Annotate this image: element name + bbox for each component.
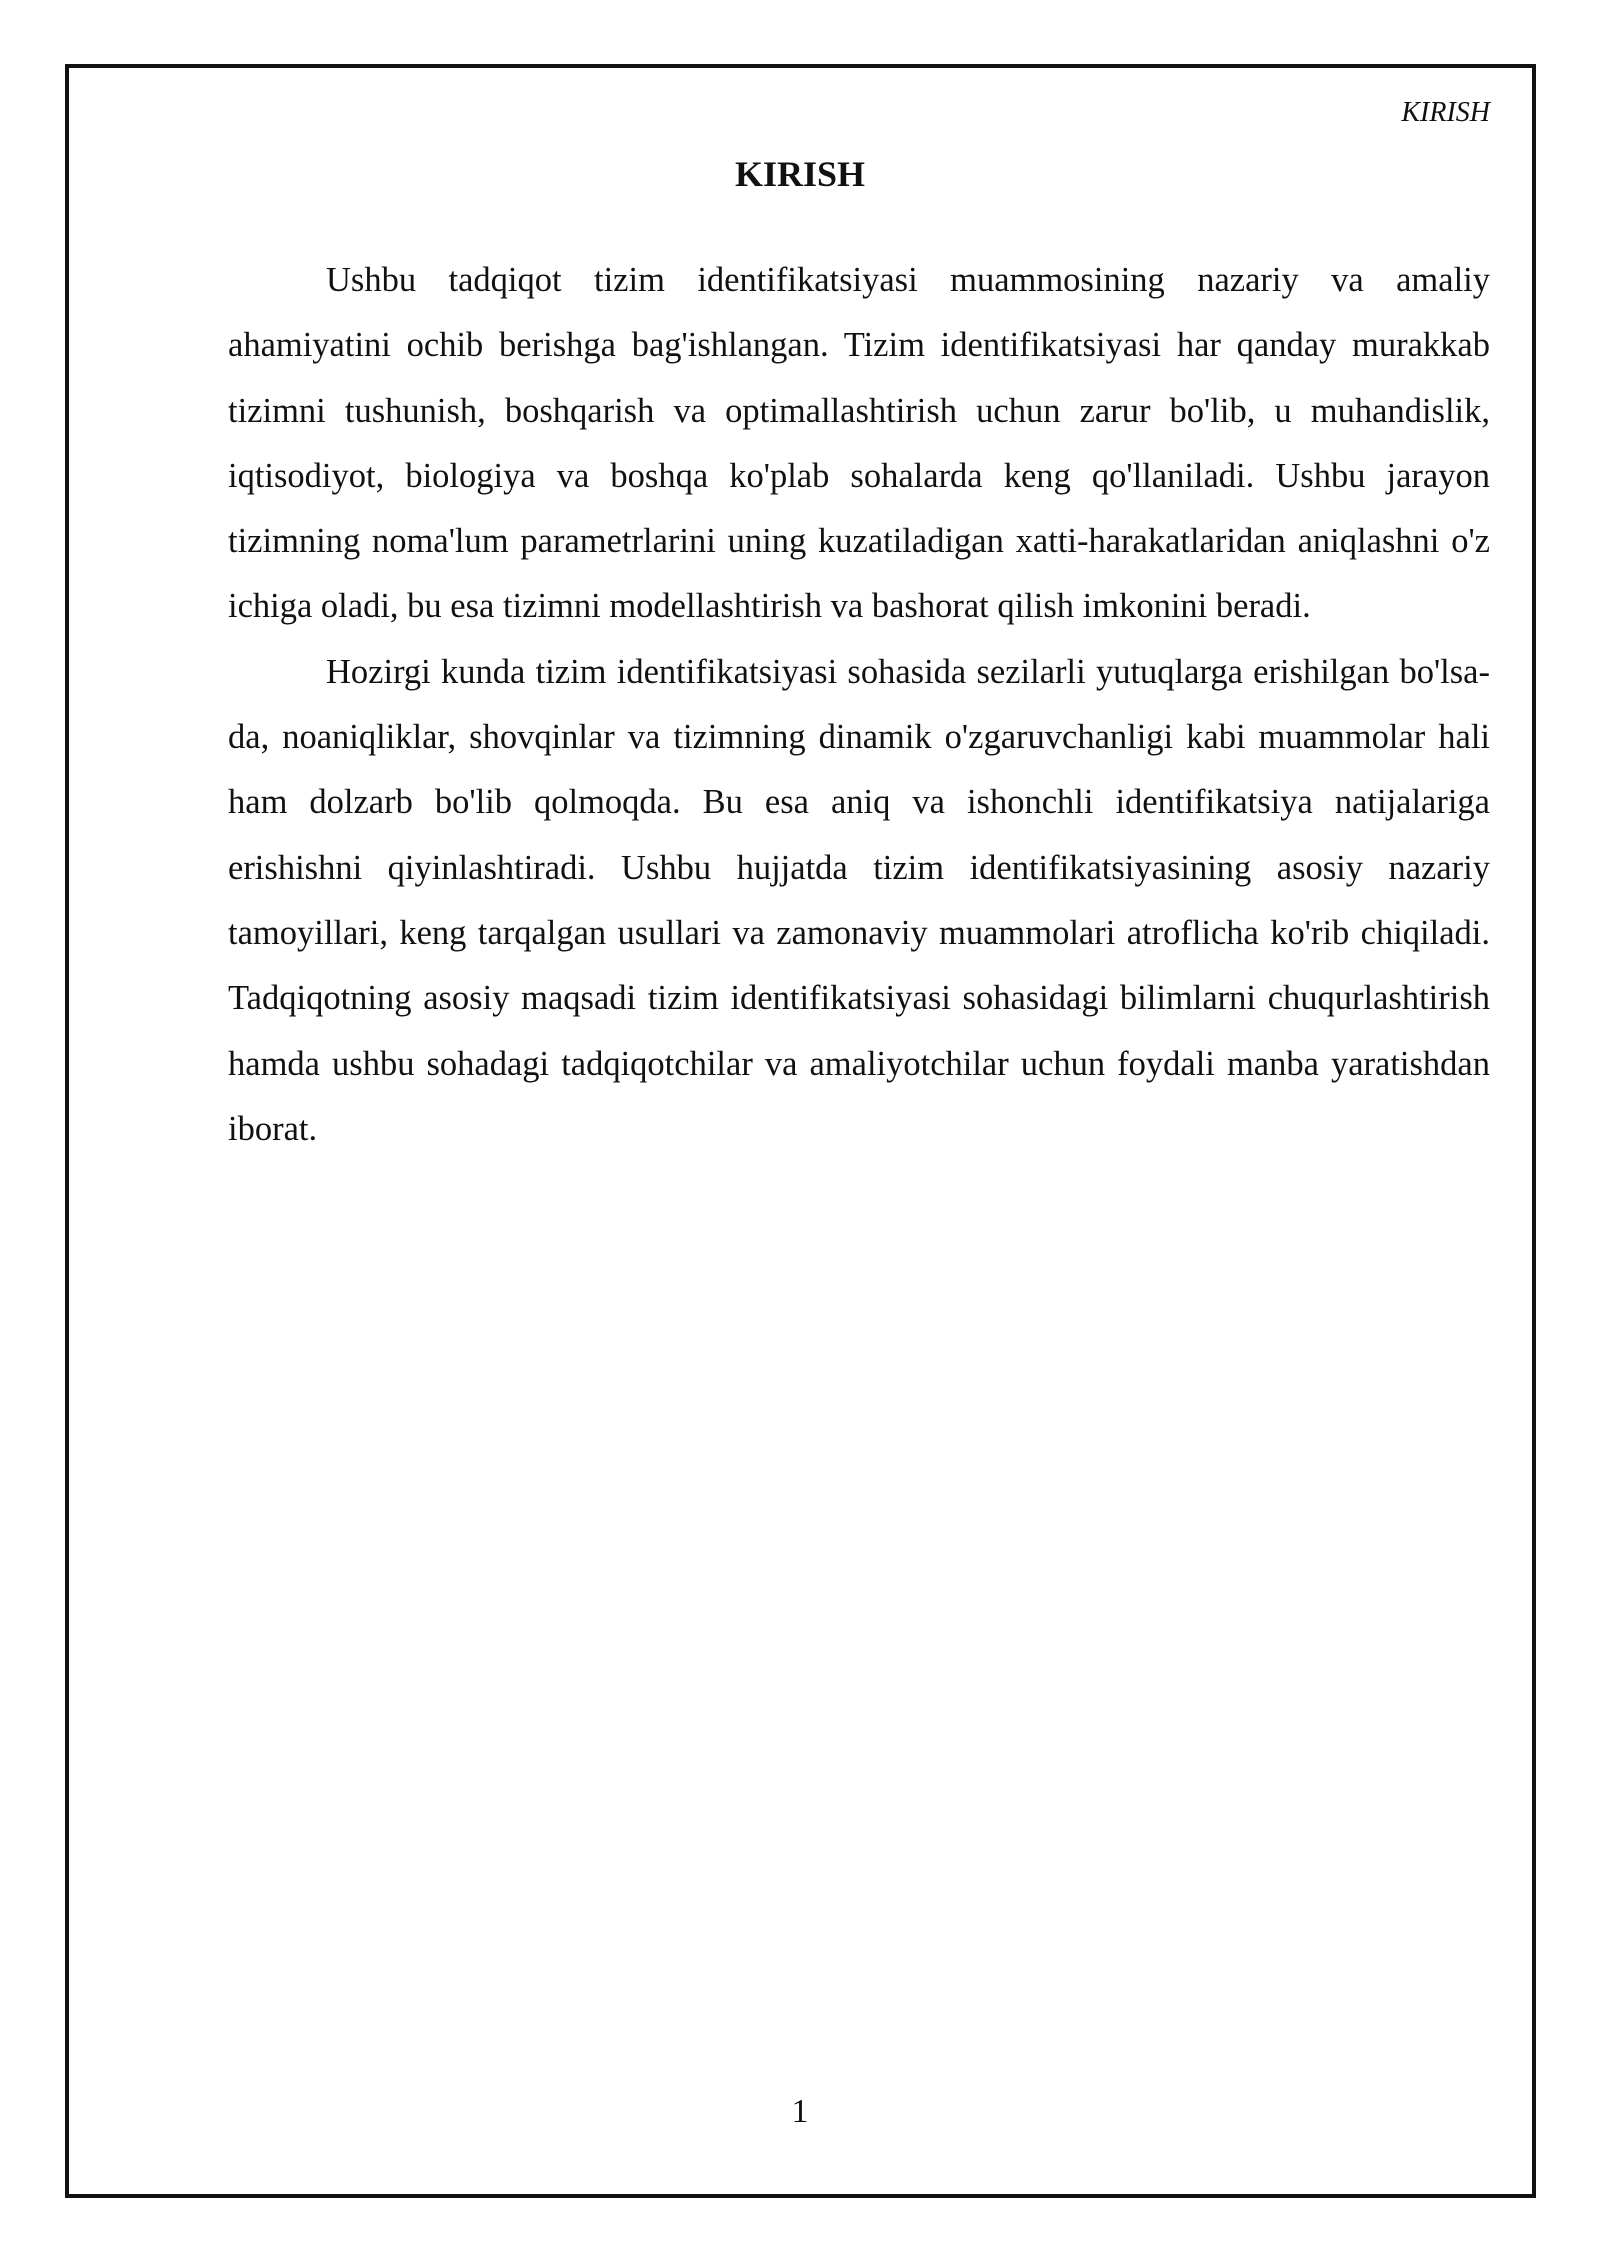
running-header: KIRISH <box>1401 97 1490 128</box>
paragraph-1: Ushbu tadqiqot tizim identifikatsiyasi muammosining nazariy va amaliy ahamiyatini ochib berishga bag'ishlangan. Tizim identifikatsiyasi har qanday murakkab tizimni tushunish, boshqarish va optimallashtirish uchun zarur bo'lib, u muhandislik, iqtisodiyot, biologiya va boshqa ko'plab sohalarda keng qo'llaniladi. Ushbu jarayon tizimning noma'lum parametrlarini uning kuzatiladigan xatti-harakatlaridan aniqlashni o'z ichiga oladi, bu esa tizimni modellashtirish va bashorat qilish imkonini beradi. <box>228 261 1490 626</box>
page-number: 1 <box>791 2093 809 2130</box>
page-title: KIRISH <box>734 154 866 194</box>
body-text <box>228 248 1490 1162</box>
paragraph-2: Hozirgi kunda tizim identifikatsiyasi sohasida sezilarli yutuqlarga erishilgan bo'lsa-da, noaniqliklar, shovqinlar va tizimning dinamik o'zgaruvchanligi kabi muammolar hali ham dolzarb bo'lib qolmoqda. Bu esa aniq va ishonchli identifikatsiya natijalariga erishishni qiyinlashtiradi. Ushbu hujjatda tizim identifikatsiyasining asosiy nazariy tamoyillari, keng tarqalgan usullari va zamonaviy muammolari atroflicha ko'rib chiqiladi. Tadqiqotning asosiy maqsadi tizim identifikatsiyasi sohasidagi bilimlarni chuqurlashtirish hamda ushbu sohadagi tadqiqotchilar va amaliyotchilar uchun foydali manba yaratishdan iborat. <box>228 652 1490 1148</box>
